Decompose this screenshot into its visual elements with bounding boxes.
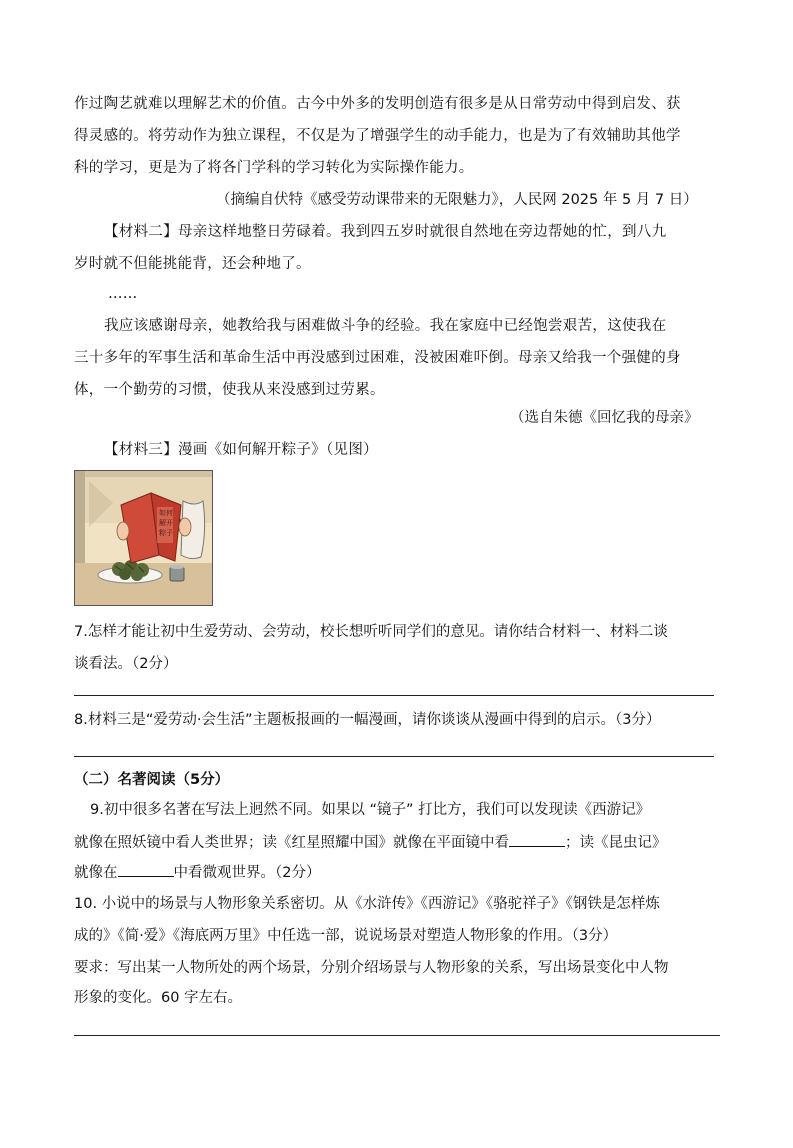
cartoon-image	[74, 470, 213, 606]
question-9-line-3-text-a: 就像在	[74, 865, 118, 881]
material3-label: 【材料三】漫画《如何解开粽子》（见图）	[104, 442, 378, 458]
blank-9-2[interactable]	[118, 862, 174, 877]
svg-text:粽子: 粽子	[159, 529, 173, 537]
question-10-line-2: 成的》《简·爱》《海底两万里》中任选一部，说说场景对塑造人物形象的作用。（3分）	[74, 928, 618, 944]
question-9-line-2-text-b: ；读《昆虫记》	[565, 835, 667, 851]
material1-line-1: 作过陶艺就难以理解艺术的价值。古今中外多的发明创造有很多是从日常劳动中得到启发、获	[74, 96, 681, 112]
svg-text:解开: 解开	[159, 519, 173, 527]
material2-line-4: 三十多年的军事生活和革命生活中再没感到过困难，没被困难吓倒。母亲又给我一个强健的身	[74, 350, 681, 366]
answer-line-q8[interactable]	[74, 756, 714, 757]
material2-line-2: 岁时就不但能挑能背，还会种地了。	[74, 256, 311, 272]
material1-source: （摘编自伏特《感受劳动课带来的无限魅力》，人民网 2025 年 5 月 7 日）	[216, 192, 698, 208]
question-9-line-3-text-b: 中看微观世界。（2分）	[173, 865, 321, 881]
question-7-line-1: 7.怎样才能让初中生爱劳动、会劳动，校长想听听同学们的意见。请你结合材料一、材料二谈	[74, 624, 668, 640]
question-8: 8.材料三是“爱劳动·会生活”主题板报画的一幅漫画，请你谈谈从漫画中得到的启示。（3分）	[74, 712, 661, 728]
question-10-requirement-2: 形象的变化。60 字左右。	[74, 990, 243, 1006]
question-10-requirement-1: 要求：写出某一人物所处的两个场景，分别介绍场景与人物形象的关系，写出场景变化中人物	[74, 960, 669, 976]
question-9-line-1: 9.初中很多名著在写法上迥然不同。如果以 “镜子” 打比方，我们可以发现读《西游记》	[90, 802, 651, 818]
material1-line-3: 科的学习，更是为了将各门学科的学习转化为实际操作能力。	[74, 160, 474, 176]
question-10-line-1: 10. 小说中的场景与人物形象关系密切。从《水浒传》《西游记》《骆驼祥子》《钢铁是怎样炼	[74, 896, 660, 912]
question-9-line-2	[74, 832, 667, 853]
answer-line-q10[interactable]	[74, 1035, 720, 1036]
question-7-line-2: 谈看法。（2分）	[74, 656, 178, 672]
material2-source: （选自朱德《回忆我的母亲》	[510, 410, 699, 426]
book-title-text: 如何	[159, 509, 173, 517]
blank-9-1[interactable]	[509, 832, 565, 847]
section-2-heading: （二）名著阅读（5分）	[74, 772, 230, 788]
question-9-line-2-text-a: 就像在照妖镜中看人类世界；读《红星照耀中国》就像在平面镜中看	[74, 835, 509, 851]
material1-line-2: 得灵感的。将劳动作为独立课程，不仅是为了增强学生的动手能力，也是为了有效辅助其他学	[74, 128, 681, 144]
material2-ellipsis: ……	[108, 286, 138, 302]
material2-line-1: 【材料二】母亲这样地整日劳碌着。我到四五岁时就很自然地在旁边帮她的忙，到八九	[104, 224, 667, 240]
answer-line-q7[interactable]	[74, 695, 714, 696]
material2-line-3: 我应该感谢母亲，她教给我与困难做斗争的经验。我在家庭中已经饱尝艰苦，这使我在	[104, 318, 667, 334]
material2-line-5: 体，一个勤劳的习惯，使我从来没感到过劳累。	[74, 382, 385, 398]
question-9-line-3	[74, 862, 320, 883]
